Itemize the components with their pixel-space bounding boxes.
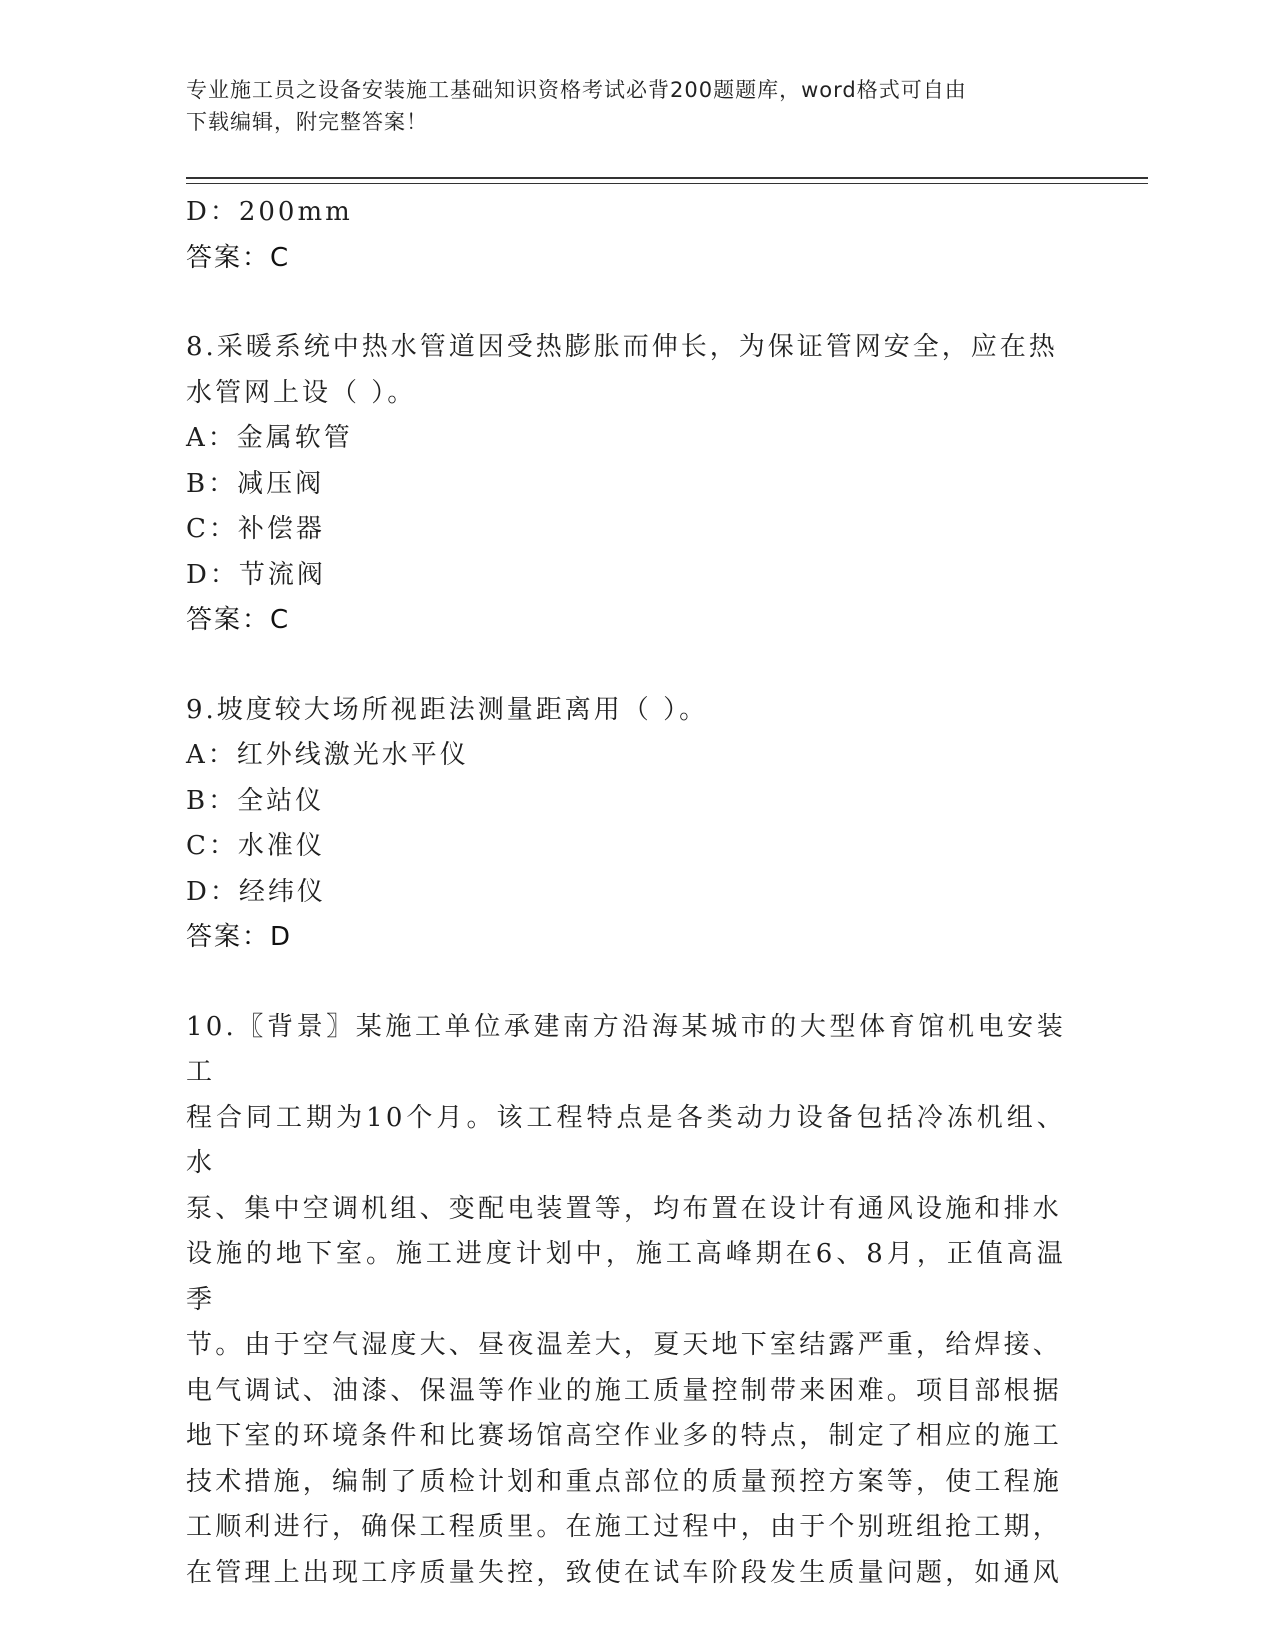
header-rule-thick — [186, 177, 1148, 179]
q9-option-c: C：水准仪 — [186, 831, 325, 861]
q8-stem-line-2: 水管网上设（ ）。 — [186, 377, 417, 408]
q7-option-d: D：200mm — [186, 197, 353, 227]
q9-option-a: A：红外线激光水平仪 — [186, 740, 469, 770]
document-header — [186, 74, 1066, 138]
q8-option-b: B：减压阀 — [186, 468, 325, 499]
q10-line: 电气调试、油漆、保温等作业的施工质量控制带来困难。项目部根据 — [186, 1375, 1063, 1406]
q8-answer: 答案：C — [186, 605, 291, 635]
header-line-1: 专业施工员之设备安装施工基础知识资格考试必背200题题库，word格式可自由 — [186, 78, 967, 102]
q8-option-a: A：金属软管 — [186, 423, 353, 453]
q8-stem-line-1: 8.采暖系统中热水管道因受热膨胀而伸长，为保证管网安全，应在热 — [186, 332, 1058, 362]
header-rule-thin — [186, 183, 1148, 184]
q9-option-b: B：全站仪 — [186, 785, 325, 816]
q10-line: 泵、集中空调机组、变配电装置等，均布置在设计有通风设施和排水 — [186, 1193, 1063, 1224]
spacer — [186, 644, 1066, 688]
q10-line: 在管理上出现工序质量失控，致使在试车阶段发生质量问题，如通风 — [186, 1557, 1063, 1588]
q10-line: 设施的地下室。施工进度计划中，施工高峰期在6、8月，正值高温季 — [186, 1239, 1066, 1315]
q8-option-c: C：补偿器 — [186, 514, 325, 544]
q9-stem: 9.坡度较大场所视距法测量距离用（ ）。 — [186, 694, 709, 725]
q10-line: 节。由于空气湿度大、昼夜温差大，夏天地下室结露严重，给焊接、 — [186, 1330, 1063, 1360]
spacer — [186, 961, 1066, 1005]
q8-option-d: D：节流阀 — [186, 559, 326, 590]
q10-line: 程合同工期为10个月。该工程特点是各类动力设备包括冷冻机组、水 — [186, 1102, 1066, 1178]
q10-line: 工顺利进行，确保工程质里。在施工过程中，由于个别班组抢工期， — [186, 1512, 1063, 1542]
q9-answer: 答案：D — [186, 922, 293, 952]
q9-option-d: D：经纬仪 — [186, 876, 326, 907]
spacer — [186, 281, 1066, 325]
q10-line: 地下室的环境条件和比赛场馆高空作业多的特点，制定了相应的施工 — [186, 1421, 1063, 1451]
document-body — [186, 190, 1066, 1596]
header-line-2: 下载编辑，附完整答案！ — [186, 110, 428, 134]
q7-answer: 答案：C — [186, 242, 291, 273]
q10-line: 10.〖背景〗某施工单位承建南方沿海某城市的大型体育馆机电安装工 — [186, 1011, 1066, 1087]
q10-line: 技术措施，编制了质检计划和重点部位的质量预控方案等，使工程施 — [186, 1466, 1063, 1497]
